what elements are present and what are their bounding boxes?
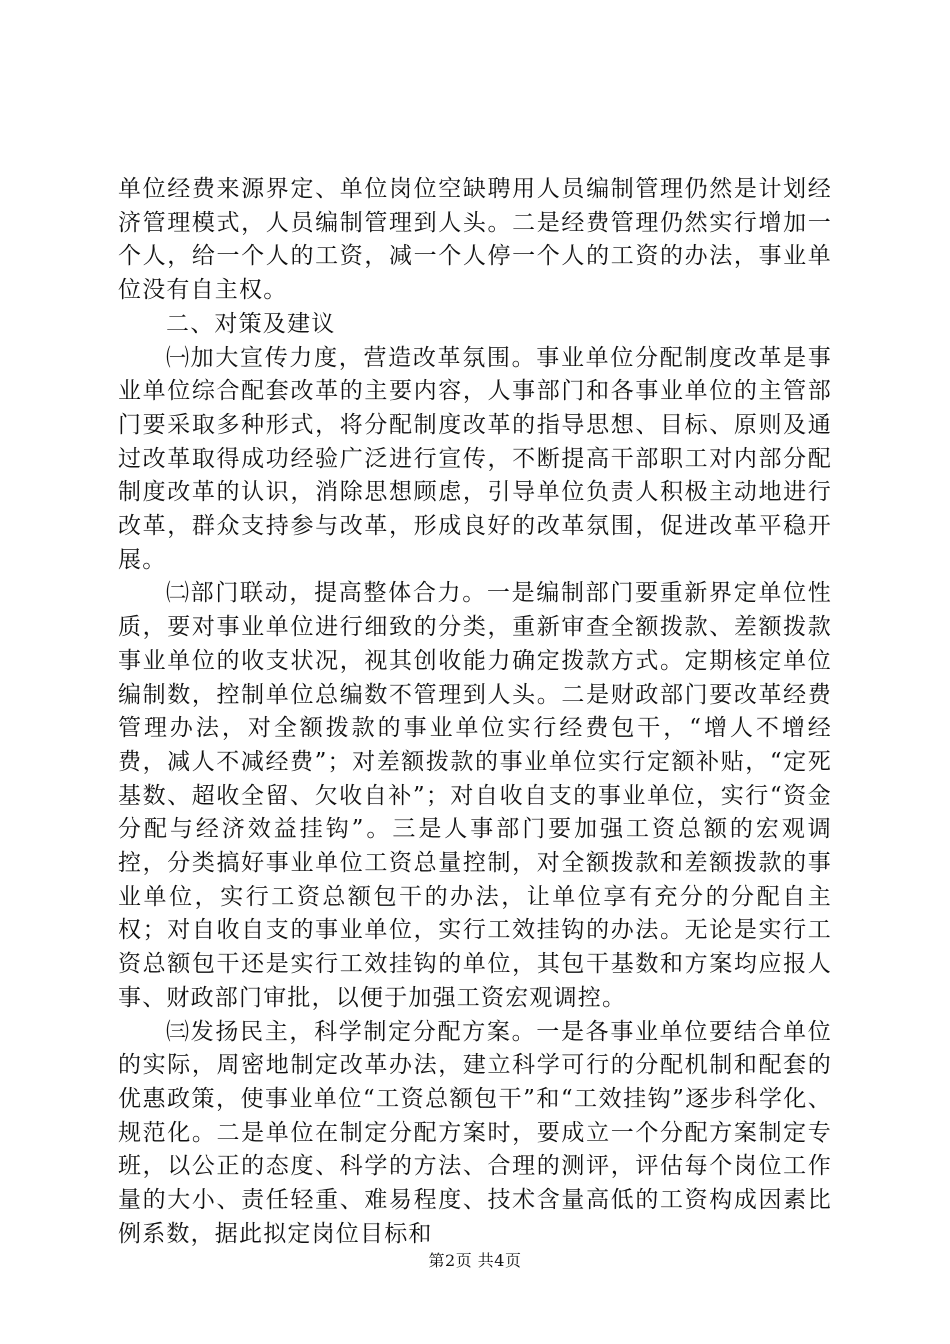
paragraph-continuation: 单位经费来源界定、单位岗位空缺聘用人员编制管理仍然是计划经济管理模式，人员编制管理到人头。二是经费管理仍然实行增加一个人，给一个人的工资，减一个人停一个人的工资的办法，事业单位没有自主权。	[118, 176, 832, 304]
paragraph-publicity: ㈠加大宣传力度，营造改革氛围。事业单位分配制度改革是事业单位综合配套改革的主要内容，人事部门和各事业单位的主管部门要采取多种形式，将分配制度改革的指导思想、目标、原则及通过改革取得成功经验广泛进行宣传，不断提高干部职工对内部分配制度改革的认识，消除思想顾虑，引导单位负责人积极主动地进行改革，群众支持参与改革，形成良好的改革氛围，促进改革平稳开展。	[118, 344, 832, 573]
section-heading: 二、对策及建议	[166, 310, 336, 337]
paragraph-department-linkage: ㈡部门联动，提高整体合力。一是编制部门要重新界定单位性质，要对事业单位进行细致的分类，重新审查全额拨款、差额拨款事业单位的收支状况，视其创收能力确定拨款方式。定期核定单位编制数，控制单位总编数不管理到人头。二是财政部门要改革经费管理办法，对全额拨款的事业单位实行经费包干，“增人不增经费，减人不减经费”；对差额拨款的事业单位实行定额补贴，“定死基数、超收全留、欠收自补”；对自收自支的事业单位，实行“资金分配与经济效益挂钩”。三是人事部门要加强工资总额的宏观调控，分类搞好事业单位工资总量控制，对全额拨款和差额拨款的事业单位，实行工资总额包干的办法，让单位享有充分的分配自主权；对自收自支的事业单位，实行工效挂钩的办法。无论是实行工资总额包干还是实行工效挂钩的单位，其包干基数和方案均应报人事、财政部门审批，以便于加强工资宏观调控。	[118, 580, 832, 1011]
page-number-footer: 第2页 共4页	[428, 1251, 522, 1270]
paragraph-democratic-plan: ㈢发扬民主，科学制定分配方案。一是各事业单位要结合单位的实际，周密地制定改革办法，建立科学可行的分配机制和配套的优惠政策，使事业单位“工资总额包干”和“工效挂钩”逐步科学化、规范化。二是单位在制定分配方案时，要成立一个分配方案制定专班，以公正的态度、科学的方法、合理的测评，评估每个岗位工作量的大小、责任轻重、难易程度、技术含量高低的工资构成因素比例系数，据此拟定岗位目标和	[118, 1018, 832, 1247]
document-body	[118, 173, 832, 1252]
